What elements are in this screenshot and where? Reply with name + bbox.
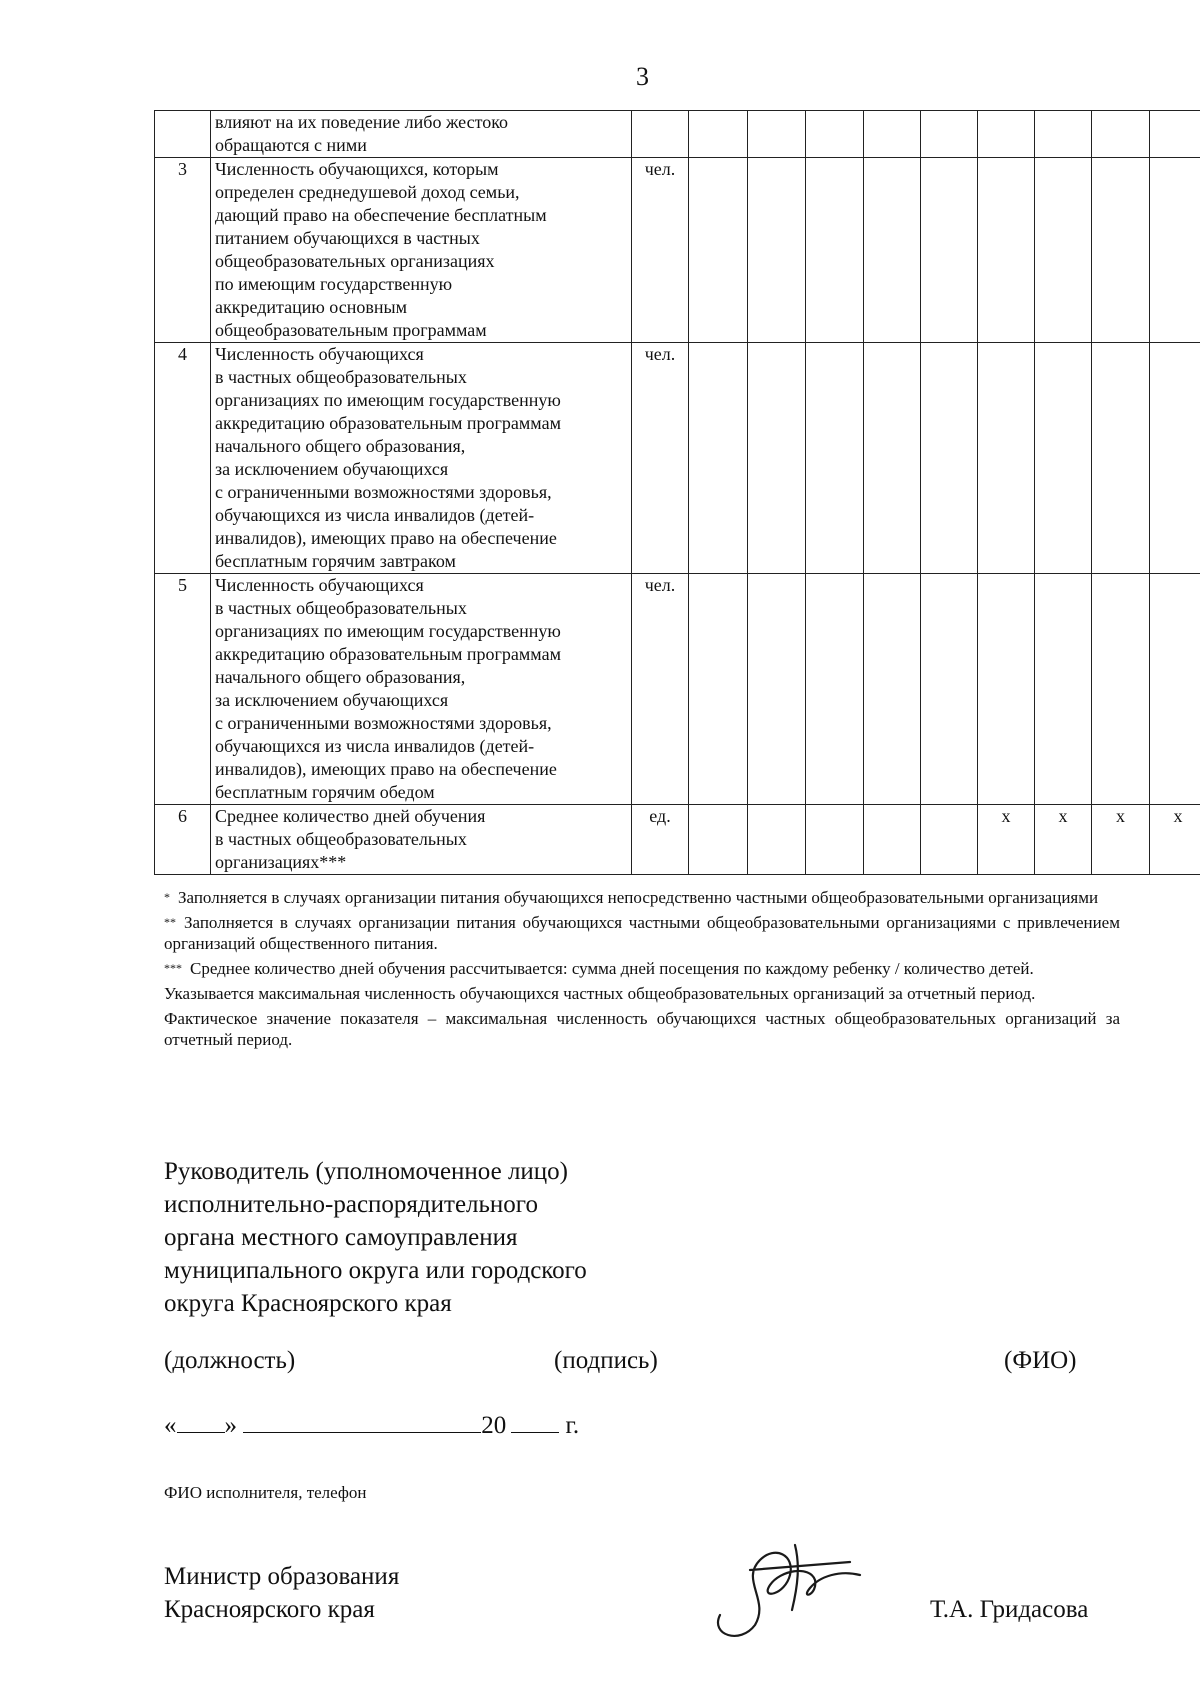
table-body [155, 111, 1200, 875]
row-description [211, 111, 632, 158]
description-line: начального общего образования, [215, 667, 466, 687]
description-line: Численность обучающихся, которым [215, 159, 499, 179]
footnote [164, 983, 1120, 1004]
value-cell [864, 111, 921, 158]
value-cell: x [1035, 805, 1092, 875]
footnote-text: Заполняется в случаях организации питания обучающихся частными общеобразовательными организациями с привлечением организаций общественного питания. [164, 913, 1120, 953]
value-cell [1035, 574, 1092, 805]
footnote-mark: *** [164, 961, 182, 975]
name-label: (ФИО) [1004, 1347, 1077, 1374]
footnote-mark: ** [164, 915, 176, 929]
value-cell [978, 574, 1035, 805]
value-cell [1092, 343, 1150, 574]
value-cell [921, 574, 978, 805]
description-line: организациях по имеющим государственную [215, 390, 561, 410]
month-blank [243, 1410, 481, 1433]
table-row [155, 805, 1200, 875]
value-cell [748, 574, 806, 805]
value-cell [1035, 343, 1092, 574]
footnote [164, 887, 1120, 908]
value-cell [689, 343, 748, 574]
value-cell [978, 111, 1035, 158]
date-row [164, 1410, 579, 1440]
signer-line: муниципального округа или городского [164, 1257, 587, 1284]
value-cell: x [1150, 805, 1200, 875]
description-line: общеобразовательным программам [215, 320, 487, 340]
description-line: Численность обучающихся [215, 344, 424, 364]
description-line: влияют на их поведение либо жестоко [215, 112, 509, 132]
table-row [155, 158, 1200, 343]
value-cell [864, 343, 921, 574]
description-line: бесплатным горячим обедом [215, 782, 435, 802]
value-cell [1150, 158, 1200, 343]
signer-line: исполнительно-распорядительного [164, 1191, 538, 1218]
value-cell [689, 111, 748, 158]
footnote-text: Указывается максимальная численность обучающихся частных общеобразовательных организаций за отчетный период. [164, 984, 1036, 1003]
signer-line: Руководитель (уполномоченное лицо) [164, 1158, 569, 1185]
value-cell: x [978, 805, 1035, 875]
value-cell [689, 158, 748, 343]
value-cell [689, 805, 748, 875]
row-unit: чел. [632, 158, 689, 343]
value-cell [748, 805, 806, 875]
page-number: 3 [636, 62, 649, 91]
value-cell [921, 111, 978, 158]
description-line: обучающихся из числа инвалидов (детей- [215, 736, 535, 756]
description-line: за исключением обучающихся [215, 690, 449, 710]
value-cell [1092, 111, 1150, 158]
footnote-text: Фактическое значение показателя – максимальная численность обучающихся частных общеобразовательных организаций за отчетный период. [164, 1009, 1120, 1049]
row-unit [632, 111, 689, 158]
minister-name: Т.А. Гридасова [930, 1596, 1089, 1623]
value-cell [1150, 111, 1200, 158]
description-line: организациях по имеющим государственную [215, 621, 561, 641]
row-description [211, 158, 632, 343]
description-line: в частных общеобразовательных [215, 367, 467, 387]
year-suffix: г. [565, 1412, 580, 1439]
description-line: начального общего образования, [215, 436, 466, 456]
value-cell [748, 343, 806, 574]
table-row [155, 574, 1200, 805]
description-line: Численность обучающихся [215, 575, 424, 595]
description-line: определен среднедушевой доход семьи, [215, 182, 520, 202]
description-line: аккредитацию образовательным программам [215, 644, 561, 664]
signer-block [164, 1155, 587, 1320]
description-line: в частных общеобразовательных [215, 598, 467, 618]
table-row [155, 343, 1200, 574]
value-cell [921, 343, 978, 574]
description-line: по имеющим государственную [215, 274, 453, 294]
description-line: с ограниченными возможностями здоровья, [215, 713, 552, 733]
footnote [164, 1008, 1120, 1050]
description-line: аккредитацию основным [215, 297, 407, 317]
value-cell [864, 805, 921, 875]
value-cell [1035, 158, 1092, 343]
description-line: питанием обучающихся в частных [215, 228, 480, 248]
footnote-mark: * [164, 890, 170, 904]
value-cell [806, 158, 864, 343]
description-line: общеобразовательных организациях [215, 251, 495, 271]
year-blank [511, 1410, 559, 1433]
description-line: организациях*** [215, 852, 347, 872]
value-cell [806, 343, 864, 574]
description-line: инвалидов), имеющих право на обеспечение [215, 528, 557, 548]
value-cell [689, 574, 748, 805]
footnote [164, 958, 1120, 979]
table-row [155, 111, 1200, 158]
value-cell [748, 158, 806, 343]
position-label: (должность) [164, 1347, 296, 1374]
value-cell [921, 158, 978, 343]
description-line: за исключением обучающихся [215, 459, 449, 479]
footnote-text: Заполняется в случаях организации питания обучающихся непосредственно частными общеобразовательными организациями [178, 888, 1099, 907]
handwritten-signature [700, 1540, 890, 1655]
row-number [155, 111, 211, 158]
value-cell [806, 805, 864, 875]
value-cell [864, 574, 921, 805]
row-number: 6 [155, 805, 211, 875]
signer-line: органа местного самоуправления [164, 1224, 518, 1251]
description-line: Среднее количество дней обучения [215, 806, 486, 826]
row-description [211, 574, 632, 805]
description-line: аккредитацию образовательным программам [215, 413, 561, 433]
signer-line: округа Красноярского края [164, 1290, 452, 1317]
value-cell [806, 574, 864, 805]
report-table [154, 110, 1200, 875]
row-number: 4 [155, 343, 211, 574]
value-cell [806, 111, 864, 158]
value-cell [748, 111, 806, 158]
row-number: 3 [155, 158, 211, 343]
description-line: обращаются с ними [215, 135, 367, 155]
minister-title [164, 1560, 399, 1626]
value-cell [1092, 574, 1150, 805]
value-cell [978, 158, 1035, 343]
value-cell [1150, 343, 1200, 574]
row-unit: чел. [632, 574, 689, 805]
executor-label: ФИО исполнителя, телефон [164, 1483, 367, 1502]
description-line: в частных общеобразовательных [215, 829, 467, 849]
footnote [164, 912, 1120, 954]
day-blank [177, 1410, 225, 1433]
signature-label: (подпись) [554, 1347, 658, 1374]
value-cell [1092, 158, 1150, 343]
minister-title-line: Красноярского края [164, 1596, 375, 1623]
description-line: дающий право на обеспечение бесплатным [215, 205, 547, 225]
description-line: бесплатным горячим завтраком [215, 551, 456, 571]
description-line: с ограниченными возможностями здоровья, [215, 482, 552, 502]
row-description [211, 805, 632, 875]
row-unit: чел. [632, 343, 689, 574]
description-line: инвалидов), имеющих право на обеспечение [215, 759, 557, 779]
date-open-quote: « [164, 1412, 177, 1439]
footnotes [164, 887, 1120, 1054]
description-line: обучающихся из числа инвалидов (детей- [215, 505, 535, 525]
value-cell [864, 158, 921, 343]
date-close-quote: » [224, 1412, 237, 1439]
value-cell [978, 343, 1035, 574]
row-number: 5 [155, 574, 211, 805]
value-cell [1150, 574, 1200, 805]
row-unit: ед. [632, 805, 689, 875]
row-description [211, 343, 632, 574]
value-cell [1035, 111, 1092, 158]
value-cell: x [1092, 805, 1150, 875]
value-cell [921, 805, 978, 875]
footnote-text: Среднее количество дней обучения рассчитывается: сумма дней посещения по каждому ребенку / количество детей. [190, 959, 1034, 978]
minister-title-line: Министр образования [164, 1563, 400, 1590]
year-prefix: 20 [481, 1412, 507, 1439]
